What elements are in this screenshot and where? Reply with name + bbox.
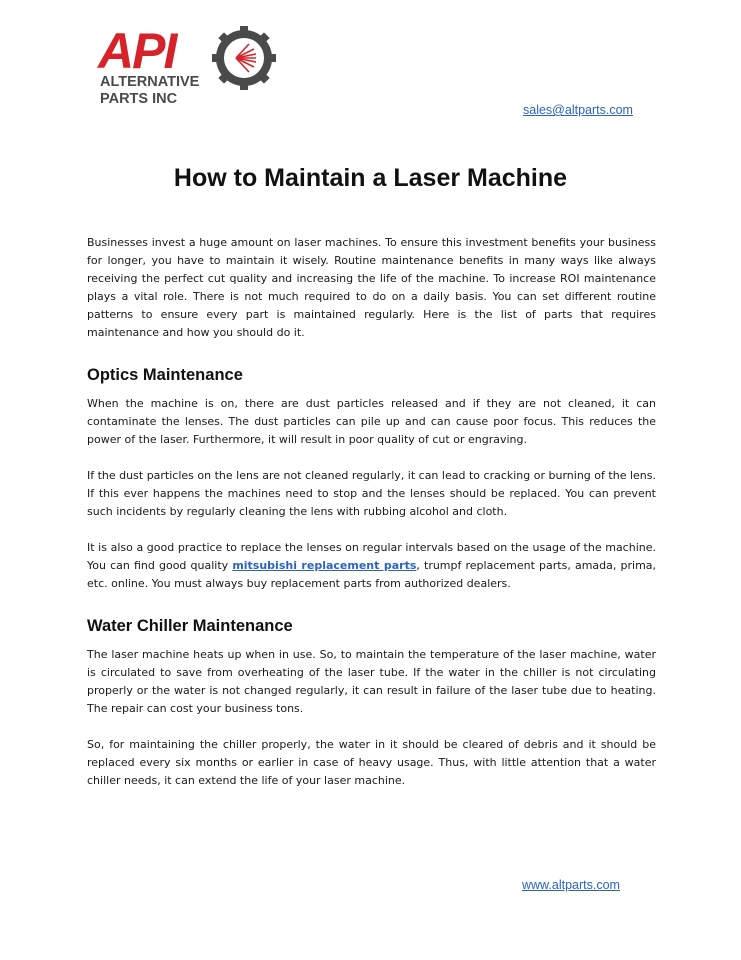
email-link[interactable]: sales@altparts.com (523, 103, 633, 117)
company-logo (96, 16, 276, 110)
intro-paragraph: Businesses invest a huge amount on laser machines. To ensure this investment benefits your business for longer, you have to maintain it wisely. Routine maintenance benefits in many ways like always receiving the perfect cut quality and increasing the life of the machine. To increase ROI maintenance plays a vital role. There is not much required to do on a daily basis. You can set different routine patterns to ensure every part is maintained regularly. Here is the list of parts that requires maintenance and how you should do it. (87, 236, 656, 339)
heading-optics-maintenance: Optics Maintenance (87, 366, 243, 384)
chiller-paragraph-2: So, for maintaining the chiller properly, the water in it should be cleared of debris and it should be replaced every six months or earlier in case of heavy usage. Thus, with little attention that a water chiller needs, it can extend the life of your laser machine. (87, 738, 656, 787)
website-link[interactable]: www.altparts.com (522, 878, 620, 892)
logo-line-alternative: ALTERNATIVE (100, 74, 200, 90)
logo-wordmark: API (98, 23, 176, 79)
optics-paragraph-3 (87, 539, 656, 593)
chiller-paragraph-1: The laser machine heats up when in use. So, to maintain the temperature of the laser machine, water is circulated to save from overheating of the laser tube. If the water in the chiller is not circulating properly or the water is not changed regularly, it can result in failure of the laser tube due to heating. The repair can cost your business tons. (87, 648, 656, 715)
mitsubishi-replacement-parts-link[interactable]: mitsubishi replacement parts (232, 559, 417, 572)
page-title: How to Maintain a Laser Machine (173, 164, 568, 192)
optics-paragraph-1: When the machine is on, there are dust particles released and if they are not cleaned, it can contaminate the lenses. The dust particles can pile up and can cause poor focus. This reduces the power of the laser. Furthermore, it will result in poor quality of cut or engraving. (87, 397, 656, 446)
optics-paragraph-3-text-before: It is also a good practice to replace the lenses on regular intervals based on the usage of the machine. You can find good quality (87, 541, 656, 572)
document-body (87, 234, 656, 808)
logo-line-parts-inc: PARTS INC (100, 91, 178, 107)
optics-paragraph-3-text-after: , trumpf replacement parts, amada, prima, etc. online. You must always buy replacement parts from authorized dealers. (87, 559, 657, 590)
heading-water-chiller-maintenance: Water Chiller Maintenance (87, 617, 293, 635)
optics-paragraph-2: If the dust particles on the lens are not cleaned regularly, it can lead to cracking or burning of the lens. If this ever happens the machines need to stop and the lenses should be replaced. You can prevent such incidents by regularly cleaning the lens with rubbing alcohol and cloth. (87, 469, 656, 518)
